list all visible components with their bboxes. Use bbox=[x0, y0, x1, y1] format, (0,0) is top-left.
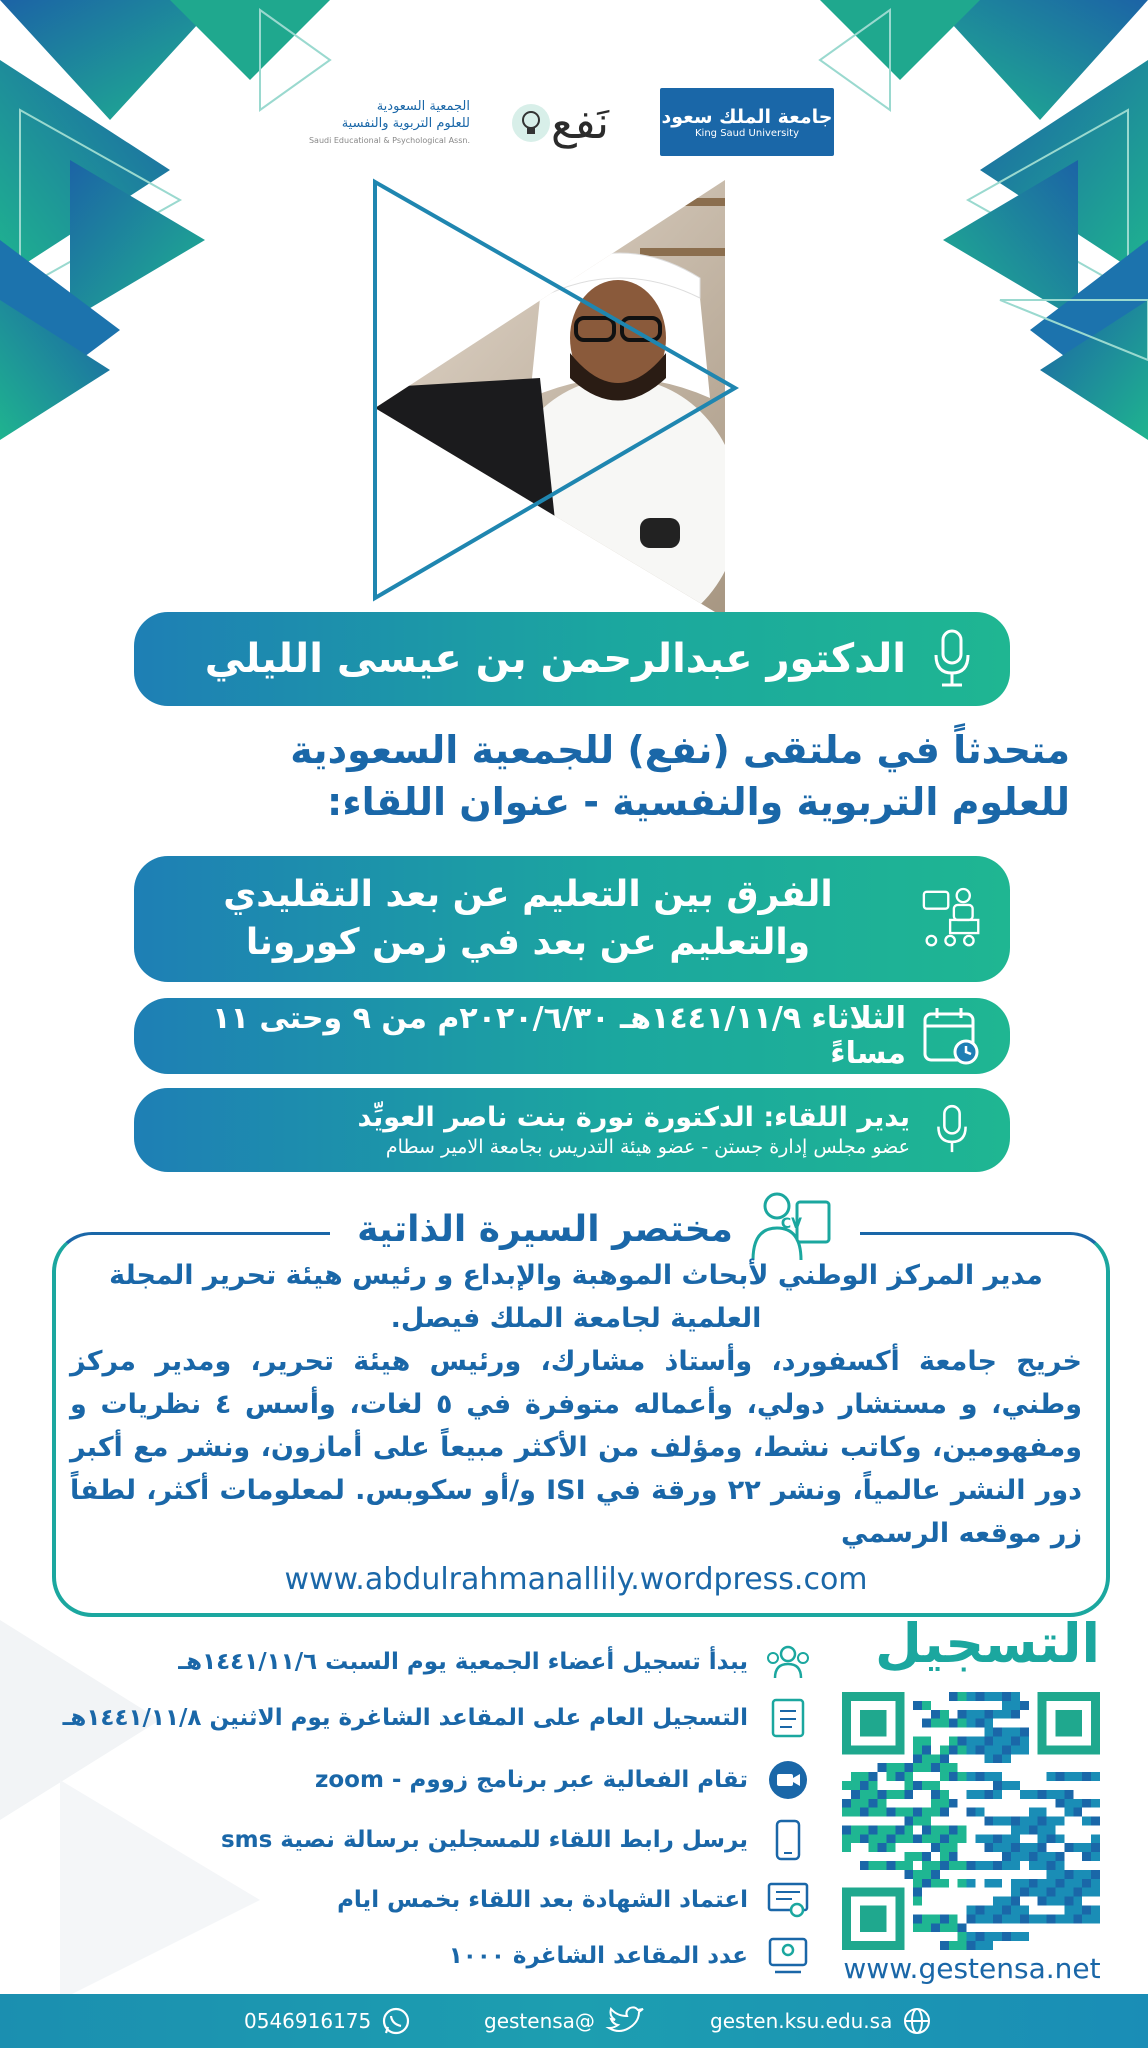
footer-phone-text[interactable]: 0546916175 bbox=[244, 2009, 372, 2033]
footer-bar bbox=[0, 1994, 1148, 2048]
footer-website[interactable] bbox=[710, 1994, 932, 2048]
cv-paragraph-2: خريج جامعة أكسفورد، وأستاذ مشارك، ورئيس هيئة تحرير، ومدير مركز وطني، و مستشار دولي، وأعماله متوفرة في ٥ لغات، وأسس ٤ نظريات و ومفهومين، وكاتب نشط، ومؤلف من الأكثر مبيعاً على أمازون، ونشر مع أكبر دور النشر عالمياً، ونشر ٢٢ ورقة في ISI و/أو سكوبس. لمعلومات أكثر، لطفاً زر موقعه الرسمي bbox=[70, 1346, 1082, 1549]
microphone-icon bbox=[922, 1102, 982, 1158]
globe-icon bbox=[902, 2006, 932, 2036]
mobile-phone-icon bbox=[764, 1818, 812, 1862]
group-icon bbox=[764, 1640, 812, 1684]
info-text-5: اعتماد الشهادة بعد اللقاء بخمس ايام bbox=[337, 1887, 748, 1913]
svg-text:CV: CV bbox=[780, 1215, 802, 1232]
nafa-logo bbox=[500, 88, 620, 158]
cv-title: مختصر السيرة الذاتية bbox=[357, 1208, 733, 1250]
whatsapp-icon bbox=[381, 2006, 411, 2036]
date-banner bbox=[134, 998, 1010, 1074]
info-row-member-registration bbox=[40, 1640, 812, 1684]
topic-banner bbox=[134, 856, 1010, 982]
registration-qr-code[interactable] bbox=[842, 1692, 1100, 1950]
info-text-1: يبدأ تسجيل أعضاء الجمعية يوم السبت ١٤٤١/١١/٦هـ bbox=[178, 1649, 748, 1675]
info-text-6: عدد المقاعد الشاغرة ١٠٠٠ bbox=[448, 1943, 748, 1969]
ksu-logo-arabic: جامعة الملك سعود bbox=[661, 105, 833, 128]
video-camera-icon bbox=[764, 1758, 812, 1802]
footer-twitter-text[interactable]: gestensa@ bbox=[484, 2009, 595, 2033]
footer-phone[interactable] bbox=[244, 1994, 411, 2048]
info-row-zoom bbox=[40, 1758, 812, 1802]
ksu-logo bbox=[660, 88, 834, 156]
registration-site-link[interactable]: www.gestensa.net bbox=[843, 1952, 1101, 1985]
lecture-icon bbox=[922, 884, 982, 954]
info-row-seats bbox=[40, 1934, 812, 1978]
calendar-clock-icon bbox=[922, 1006, 982, 1066]
association-logo bbox=[280, 88, 470, 158]
intro-line2: للعلوم التربوية والنفسية - عنوان اللقاء: bbox=[327, 780, 1070, 824]
ksu-logo-english: King Saud University bbox=[695, 127, 799, 139]
speaker-name: الدكتور عبدالرحمن بن عيسى الليلي bbox=[204, 636, 906, 682]
topic-line1: الفرق بين التعليم عن بعد التقليدي bbox=[223, 874, 833, 915]
association-logo-english: Saudi Educational & Psychological Assn. bbox=[308, 135, 470, 145]
info-row-sms bbox=[40, 1818, 812, 1862]
speaker-name-banner bbox=[134, 612, 1010, 706]
info-row-general-registration bbox=[40, 1696, 812, 1740]
info-row-certificate bbox=[40, 1878, 812, 1922]
intro-line1: متحدثاً في ملتقى (نفع) للجمعية السعودية bbox=[290, 728, 1070, 772]
microphone-icon bbox=[922, 629, 982, 689]
checklist-icon bbox=[764, 1696, 812, 1740]
info-text-4: يرسل رابط اللقاء للمسجلين برسالة نصية sms bbox=[220, 1827, 748, 1853]
moderator-banner bbox=[134, 1088, 1010, 1172]
event-date: الثلاثاء ١٤٤١/١١/٩هـ ٢٠٢٠/٦/٣٠م من ٩ وحتى ١١ مساءً bbox=[212, 1001, 906, 1071]
registration-title: التسجيل bbox=[875, 1612, 1100, 1675]
moderator-name: يدير اللقاء: الدكتورة نورة بنت ناصر العويِّد bbox=[357, 1102, 910, 1133]
association-logo-line1: الجمعية السعودية bbox=[376, 98, 470, 114]
association-logo-line2: للعلوم التربوية والنفسية bbox=[341, 115, 470, 131]
seats-icon bbox=[764, 1934, 812, 1978]
footer-twitter[interactable] bbox=[484, 1994, 645, 2048]
speaker-photo bbox=[370, 178, 770, 618]
certificate-icon bbox=[764, 1878, 812, 1922]
lightbulb-icon bbox=[511, 103, 551, 143]
info-text-3: تقام الفعالية عبر برنامج زووم - zoom bbox=[314, 1767, 748, 1793]
info-text-2: التسجيل العام على المقاعد الشاغرة يوم الاثنين ١٤٤١/١١/٨هـ bbox=[62, 1705, 748, 1731]
cv-body bbox=[70, 1254, 1082, 1555]
moderator-role: عضو مجلس إدارة جستن - عضو هيئة التدريس بجامعة الامير سطام bbox=[385, 1136, 910, 1158]
personal-website-link[interactable]: www.abdulrahmanallily.wordpress.com bbox=[284, 1562, 868, 1597]
twitter-icon bbox=[605, 2006, 645, 2036]
nafa-logo-text: نَفع bbox=[551, 97, 609, 149]
footer-website-text[interactable]: gesten.ksu.edu.sa bbox=[710, 2009, 893, 2033]
topic-line2: والتعليم عن بعد في زمن كورونا bbox=[245, 922, 811, 963]
intro-text bbox=[90, 724, 1070, 828]
cv-paragraph-1: مدير المركز الوطني لأبحاث الموهبة والإبداع و رئيس هيئة تحرير المجلة العلمية لجامعة الملك فيصل. bbox=[109, 1260, 1043, 1334]
